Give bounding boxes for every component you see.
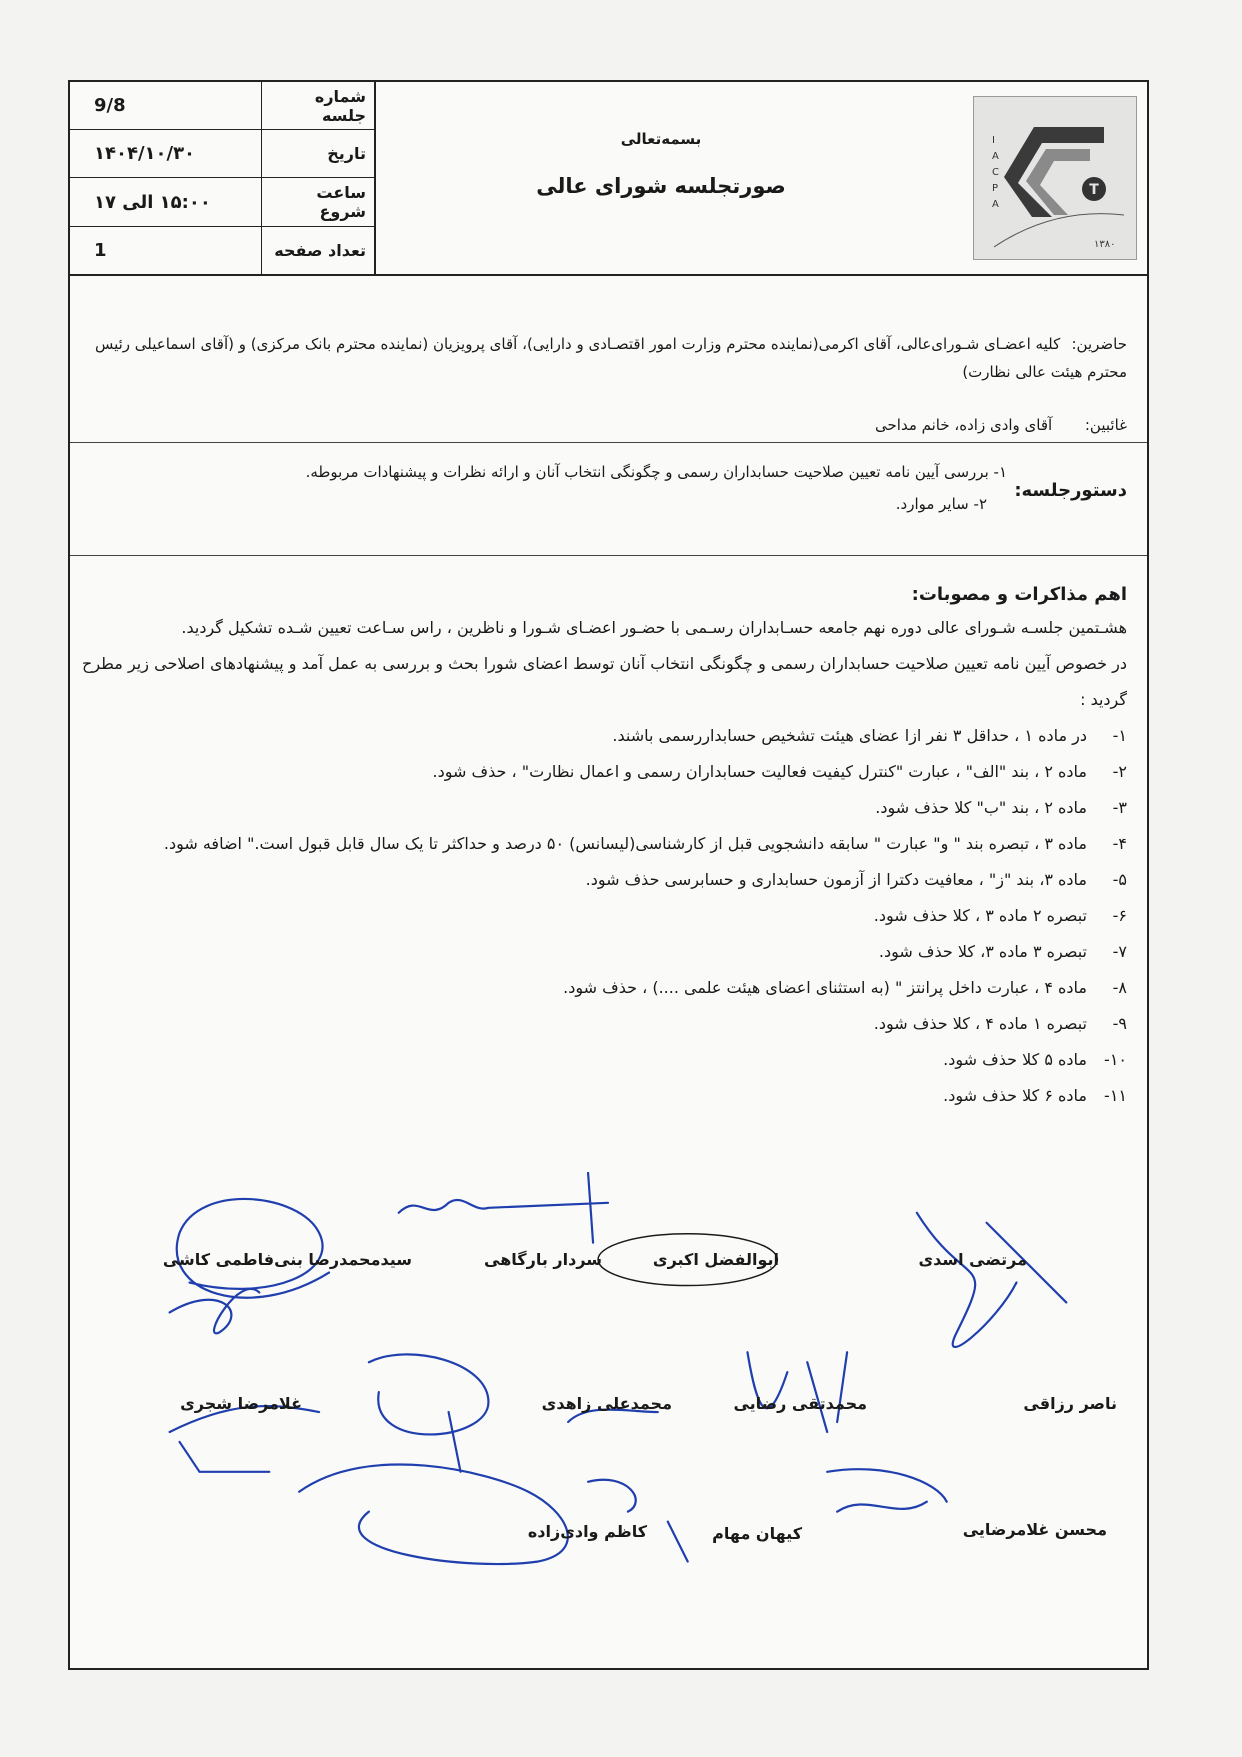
item-text: تبصره ۱ ماده ۴ ، کلا حذف شود. bbox=[873, 1014, 1087, 1033]
item-text: تبصره ۳ ماده ۳، کلا حذف شود. bbox=[878, 942, 1087, 961]
item-number: ۶- bbox=[1112, 906, 1127, 925]
list-item bbox=[82, 1006, 1127, 1042]
discussion-paragraph: در خصوص آیین نامه تعیین صلاحیت حسابداران رسمی و چگونگی انتخاب آنان توسط اعضای شورا بحث و بررسی به عمل آمد و پیشنهادهای اصلاحی زیر مطرح گردید : bbox=[82, 654, 1127, 709]
title-area bbox=[376, 82, 946, 274]
signature-name: مرتضی اسدی bbox=[918, 1250, 1027, 1269]
svg-text:P: P bbox=[992, 183, 999, 194]
item-number: ۱- bbox=[1112, 726, 1127, 745]
info-row-time bbox=[70, 178, 375, 226]
absentees-label: غائبین: bbox=[1084, 416, 1127, 434]
divider bbox=[70, 555, 1147, 556]
item-text: در ماده ۱ ، حداقل ۳ نفر ازا عضای هیئت تشخیص حسابداررسمی باشند. bbox=[612, 726, 1087, 745]
svg-text:I: I bbox=[992, 135, 995, 146]
signature-name: محمدتقی رضایی bbox=[733, 1394, 867, 1413]
item-text: ماده ۵ کلا حذف شود. bbox=[943, 1050, 1087, 1069]
list-item bbox=[82, 754, 1127, 790]
item-text: ماده ۳ ، تبصره بند " و" عبارت " سابقه دانشجویی قبل از کارشناسی(لیسانس) ۵۰ درصد و حداکثر تا یک سال قابل قبول است." اضافه شود. bbox=[163, 834, 1087, 853]
list-item bbox=[82, 790, 1127, 826]
basmala: بسمه‌تعالی bbox=[620, 130, 702, 148]
item-number: ۱۱- bbox=[1104, 1086, 1127, 1105]
item-text: ماده ۲ ، بند "الف" ، عبارت "کنترل کیفیت فعالیت حسابداران رسمی و اعمال نظارت" ، حذف شود. bbox=[432, 762, 1087, 781]
attendees bbox=[92, 330, 1127, 386]
resolutions-list bbox=[82, 718, 1127, 1114]
meeting-info-table bbox=[70, 82, 376, 274]
iacpa-logo bbox=[973, 96, 1137, 260]
info-row-number bbox=[70, 82, 375, 130]
signature-name: غلامرضا شجری bbox=[180, 1394, 302, 1413]
list-item bbox=[82, 898, 1127, 934]
absentees bbox=[92, 416, 1127, 434]
list-item bbox=[82, 718, 1127, 754]
agenda-items bbox=[87, 456, 1007, 520]
list-item bbox=[82, 826, 1127, 862]
agenda-item: ۱- بررسی آیین نامه تعیین صلاحیت حسابداران رسمی و چگونگی انتخاب آنان و ارائه نظرات و پیشنهادات مربوطه. bbox=[305, 463, 1007, 481]
svg-text:C: C bbox=[992, 167, 999, 178]
discussion-heading: اهم مذاکرات و مصوبات: bbox=[911, 584, 1127, 605]
list-item bbox=[82, 1078, 1127, 1114]
svg-text:T: T bbox=[1089, 182, 1099, 198]
item-number: ۵- bbox=[1112, 870, 1127, 889]
info-label: تاریخ bbox=[262, 130, 376, 178]
list-item bbox=[82, 1042, 1127, 1078]
info-row-pages bbox=[70, 226, 375, 274]
attendees-label: حاضرین: bbox=[1071, 335, 1127, 353]
item-text: ماده ۶ کلا حذف شود. bbox=[943, 1086, 1087, 1105]
item-number: ۴- bbox=[1112, 834, 1127, 853]
page-title: صورتجلسه شورای عالی bbox=[536, 174, 786, 198]
discussion-paragraph: هشـتمین جلسـه شـورای عالی دوره نهم جامعه حسـابداران رسـمی با حضـور اعضـای شـورا و ناظرین ، راس سـاعت تعیین شـده تشکیل گردید. bbox=[181, 618, 1127, 637]
svg-text:A: A bbox=[992, 199, 999, 210]
meeting-number: 9/8 bbox=[70, 82, 262, 130]
info-label: ساعت شروع bbox=[262, 178, 376, 226]
meeting-date: ۱۴۰۴/۱۰/۳۰ bbox=[70, 130, 262, 178]
signature-name: کیهان مهام bbox=[712, 1524, 802, 1543]
page-count: 1 bbox=[94, 239, 107, 261]
agenda-item: ۲- سایر موارد. bbox=[895, 495, 987, 513]
meeting-time: ۱۵:۰۰ الی ۱۷ bbox=[70, 178, 262, 226]
info-label: تعداد صفحه bbox=[262, 226, 376, 274]
item-number: ۱۰- bbox=[1104, 1050, 1127, 1069]
info-row-date bbox=[70, 130, 375, 178]
item-number: ۳- bbox=[1112, 798, 1127, 817]
signature-name: سردار بارگاهی bbox=[484, 1250, 602, 1269]
discussion bbox=[82, 580, 1127, 1114]
svg-text:A: A bbox=[992, 151, 999, 162]
item-number: ۸- bbox=[1112, 978, 1127, 997]
attendees-text: کلیه اعضـای شـورای‌عالی، آقای اکرمی(نماینده محترم وزارت امور اقتصـادی و دارایی)، آقای پرویزیان (نماینده محترم بانک مرکزی) و (آقای اسماعیلی رئیس محترم هیئت عالی نظارت) bbox=[94, 335, 1127, 381]
item-text: ماده ۲ ، بند "ب" کلا حذف شود. bbox=[875, 798, 1087, 817]
item-text: ماده ۴ ، عبارت داخل پرانتز " (به استثنای اعضای هیئت علمی ....) ، حذف شود. bbox=[563, 978, 1087, 997]
signature-name: سیدمحمدرضا بنی‌فاطمی کاشی bbox=[162, 1250, 412, 1269]
item-number: ۹- bbox=[1112, 1014, 1127, 1033]
item-text: تبصره ۲ ماده ۳ ، کلا حذف شود. bbox=[873, 906, 1087, 925]
list-item bbox=[82, 970, 1127, 1006]
info-label: شماره جلسه bbox=[262, 82, 376, 130]
signature-name: ابوالفضل اکبری bbox=[652, 1250, 779, 1269]
list-item bbox=[82, 934, 1127, 970]
svg-text:۱۳۸۰: ۱۳۸۰ bbox=[1094, 239, 1116, 250]
list-item bbox=[82, 862, 1127, 898]
signature-name: کاظم وادی‌زاده bbox=[527, 1522, 647, 1541]
signature-area bbox=[70, 1172, 1147, 1672]
signature-name: ناصر رزاقی bbox=[1023, 1394, 1117, 1413]
absentees-text: آقای وادی زاده، خانم مداحی bbox=[875, 416, 1053, 434]
item-number: ۷- bbox=[1112, 942, 1127, 961]
logo-emblem-icon bbox=[974, 97, 1136, 259]
item-text: ماده ۳، بند "ز" ، معافیت دکترا از آزمون حسابداری و حسابرسی حذف شود. bbox=[585, 870, 1087, 889]
divider bbox=[70, 442, 1147, 443]
header bbox=[70, 82, 1147, 276]
item-number: ۲- bbox=[1112, 762, 1127, 781]
signature-name: محسن غلامرضایی bbox=[962, 1520, 1107, 1539]
handwritten-signatures-icon bbox=[70, 1172, 1147, 1672]
minutes-page bbox=[68, 80, 1149, 1670]
agenda-label: دستورجلسه: bbox=[1014, 480, 1127, 501]
signature-name: محمدعلی زاهدی bbox=[541, 1394, 672, 1413]
